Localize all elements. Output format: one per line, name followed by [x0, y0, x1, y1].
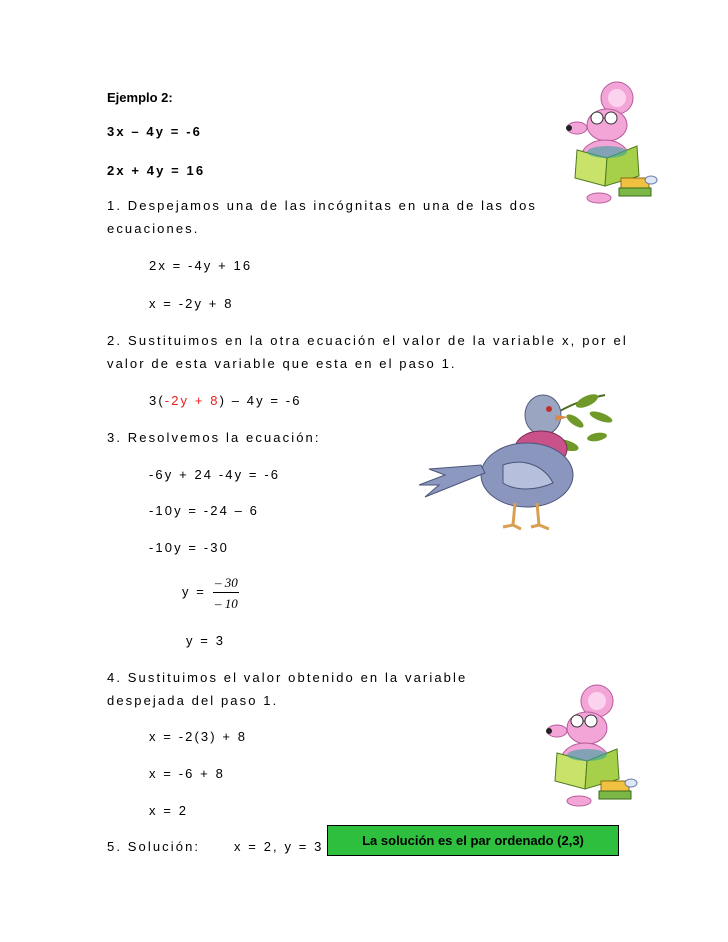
equation-1: 3x – 4y = -6 [107, 124, 202, 139]
step2-eq-substitution: -2y + 8 [164, 393, 220, 408]
solution-box-text: La solución es el par ordenado (2,3) [362, 833, 584, 848]
equation-2: 2x + 4y = 16 [107, 163, 206, 178]
fraction-bar [213, 592, 239, 593]
step4-text-line1: 4. Sustituimos el valor obtenido en la variable [107, 670, 468, 685]
step5-label: 5. Solución: [107, 839, 201, 854]
step5-value: x = 2, y = 3 [234, 839, 324, 854]
step2-text-line1: 2. Sustituimos en la otra ecuación el valor de la variable x, por el [107, 333, 629, 348]
step2-eq [149, 393, 302, 408]
step3-text: 3. Resolvemos la ecuación: [107, 430, 321, 445]
step4-eq2: x = -6 + 8 [149, 766, 225, 781]
step3-frac-lhs: y = [182, 584, 207, 599]
pigeon-olive-branch-illustration [415, 387, 620, 537]
step2-text-line2: valor de esta variable que esta en el paso 1. [107, 356, 457, 371]
mouse-reading-illustration [535, 683, 645, 811]
step1-text-line2: ecuaciones. [107, 221, 200, 236]
step1-eq2: x = -2y + 8 [149, 296, 234, 311]
step3-eq2: -10y = -24 – 6 [149, 503, 259, 518]
solution-box [327, 825, 619, 856]
step2-eq-prefix: 3( [149, 393, 165, 408]
mouse-reading-illustration [555, 80, 665, 208]
step3-eq3: -10y = -30 [149, 540, 229, 555]
fraction-numerator: – 30 [215, 575, 238, 590]
step3-eq5: y = 3 [186, 633, 226, 648]
step3-eq1: -6y + 24 -4y = -6 [149, 467, 281, 482]
step1-eq1: 2x = -4y + 16 [149, 258, 253, 273]
step4-eq1: x = -2(3) + 8 [149, 729, 248, 744]
fraction-denominator: – 10 [215, 596, 238, 611]
step1-text-line1: 1. Despejamos una de las incógnitas en una de las dos [107, 198, 538, 213]
step4-eq3: x = 2 [149, 803, 189, 818]
example-title: Ejemplo 2: [107, 90, 173, 105]
step2-eq-suffix: ) – 4y = -6 [219, 393, 302, 408]
step4-text-line2: despejada del paso 1. [107, 693, 279, 708]
